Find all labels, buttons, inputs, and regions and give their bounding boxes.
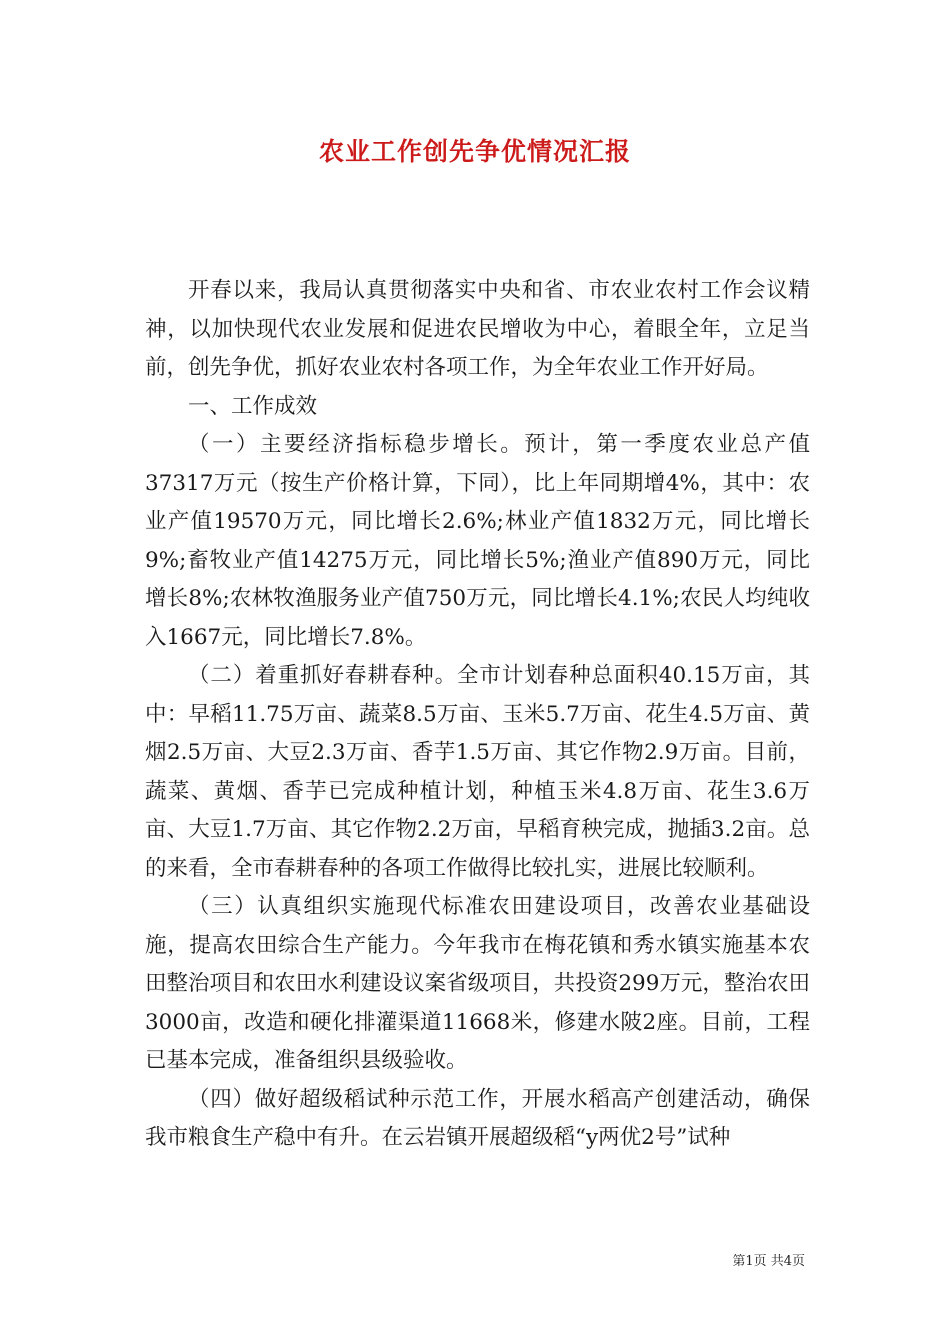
paragraph-super-rice: （四）做好超级稻试种示范工作，开展水稻高产创建活动，确保我市粮食生产稳中有升。在云岩镇开展超级稻“y两优2号”试种: [145, 1086, 810, 1150]
section-heading: 一、工作成效: [188, 393, 318, 419]
document-title: 农业工作创先争优情况汇报: [318, 137, 631, 166]
page-number: 第1页 共4页: [732, 1254, 805, 1269]
intro-paragraph: 开春以来，我局认真贯彻落实中央和省、市农业农村工作会议精神，以加快现代农业发展和促进农民增收为中心，着眼全年，立足当前，创先争优，抓好农业农村各项工作，为全年农业工作开好局。: [145, 278, 810, 380]
paragraph-farmland-project: （三）认真组织实施现代标准农田建设项目，改善农业基础设施，提高农田综合生产能力。今年我市在梅花镇和秀水镇实施基本农田整治项目和农田水利建设议案省级项目，共投资299万元，整治农田3000亩，改造和硬化排灌渠道11668米，修建水陂2座。目前，工程已基本完成，准备组织县级验收。: [145, 894, 810, 1073]
paragraph-spring-planting: （二）着重抓好春耕春种。全市计划春种总面积40.15万亩，其中：早稻11.75万亩、蔬菜8.5万亩、玉米5.7万亩、花生4.5万亩、黄烟2.5万亩、大豆2.3万亩、香芋1.5万亩、其它作物2.9万亩。目前，蔬菜、黄烟、香芋已完成种植计划，种植玉米4.8万亩、花生3.6万亩、大豆1.7万亩、其它作物2.2万亩，早稻育秧完成，抛插3.2亩。总的来看，全市春耕春种的各项工作做得比较扎实，进展比较顺利。: [145, 663, 810, 881]
document-body: [145, 272, 810, 1158]
paragraph-economic-indicators: （一）主要经济指标稳步增长。预计，第一季度农业总产值37317万元（按生产价格计算，下同），比上年同期增4%，其中：农业产值19570万元，同比增长2.6%;林业产值1832万元，同比增长9%;畜牧业产值14275万元，同比增长5%;渔业产值890万元，同比增长8%;农林牧渔服务业产值750万元，同比增长4.1%;农民人均纯收入1667元，同比增长7.8%。: [145, 432, 810, 650]
